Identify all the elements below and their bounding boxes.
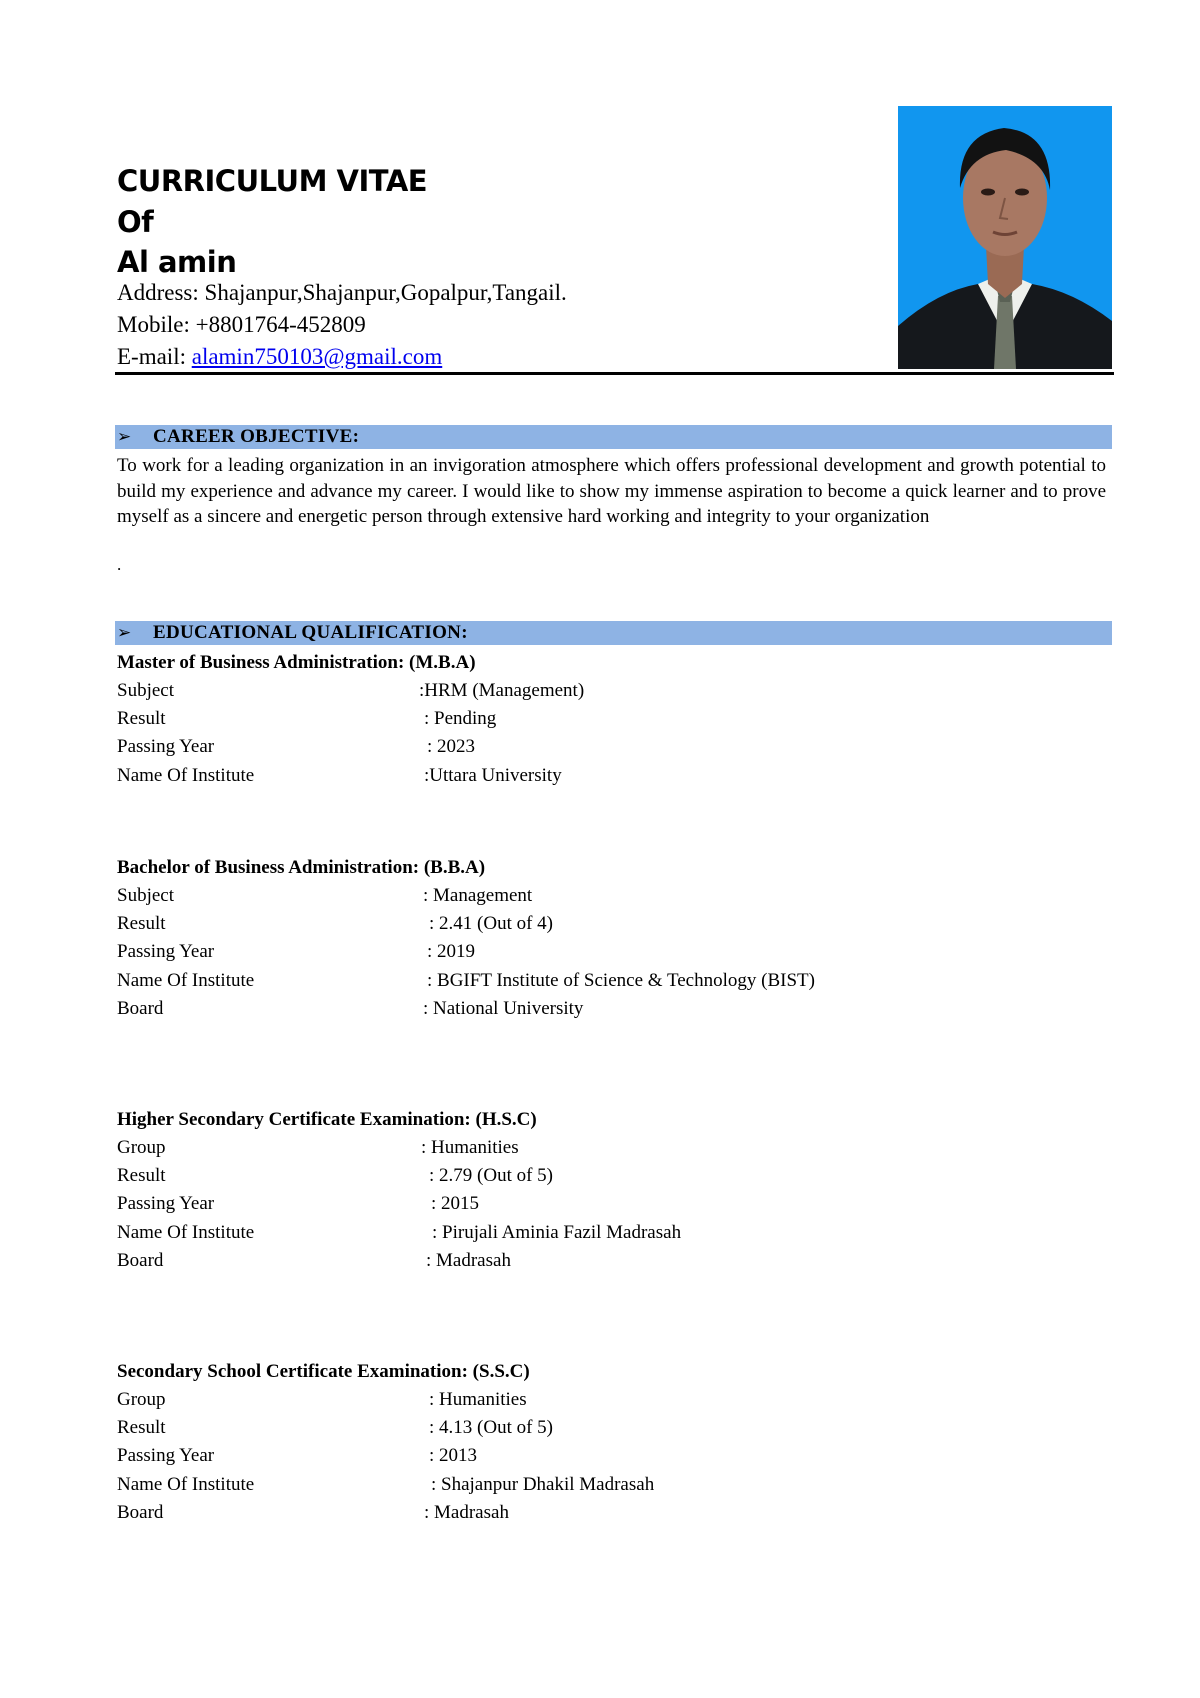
section-heading: EDUCATIONAL QUALIFICATION: [153,622,468,643]
detail-label: Result [117,1165,166,1187]
detail-value: : Humanities [429,1389,527,1410]
profile-photo [898,106,1112,369]
detail-label: Subject [117,885,174,906]
trailing-period: . [117,555,122,574]
detail-row [117,1134,1097,1162]
detail-label: Name Of Institute [117,969,255,991]
detail-row [117,910,1097,938]
detail-value: : Management [423,885,533,906]
detail-row [117,938,1097,966]
education-block-bba [117,855,1097,1023]
mobile-value: +8801764-452809 [195,312,366,337]
detail-value: : Shajanpur Dhakil Madrasah [431,1473,655,1495]
detail-label: Passing Year [117,1193,215,1215]
detail-row [117,677,1097,705]
detail-row [117,1162,1097,1190]
education-bar [115,621,1112,645]
email-line [117,342,442,372]
arrow-bullet-icon: ➢ [117,427,132,447]
mobile-label: Mobile: [117,312,196,337]
detail-value: : 2.41 (Out of 4) [429,913,554,935]
education-block-mba [117,650,1097,790]
detail-label: Passing Year [117,736,215,758]
detail-label: Board [117,997,164,1019]
degree-title: Bachelor of Business Administration: (B.B.A) [117,857,486,878]
detail-row [117,1471,1097,1499]
portrait-illustration [898,106,1112,369]
detail-row [117,1499,1097,1527]
detail-label: Name Of Institute [117,764,255,786]
detail-label: Group [117,1389,166,1410]
detail-label: Passing Year [117,1445,215,1467]
detail-value: :HRM (Management) [419,680,585,701]
detail-label: Name Of Institute [117,1221,255,1243]
detail-row [117,995,1097,1023]
address-label: Address: [117,280,205,305]
detail-row [117,762,1097,790]
detail-value: : Pirujali Aminia Fazil Madrasah [432,1221,682,1243]
detail-value: : 2.79 (Out of 5) [429,1165,554,1187]
candidate-name: Al amin [117,245,237,279]
detail-value: : National University [423,997,584,1019]
detail-row [117,733,1097,761]
detail-label: Subject [117,680,174,701]
detail-row [117,1442,1097,1470]
detail-label: Result [117,1417,166,1439]
detail-row [117,705,1097,733]
document-title: CURRICULUM VITAE [117,164,428,198]
detail-label: Result [117,913,166,935]
detail-row [117,1414,1097,1442]
degree-title: Secondary School Certificate Examination: (S.S.C) [117,1361,530,1382]
detail-label: Board [117,1501,164,1523]
degree-title: Master of Business Administration: (M.B.A) [117,652,476,673]
detail-value: : Madrasah [424,1501,509,1523]
detail-value: : Madrasah [426,1249,511,1271]
detail-value: : 2023 [427,736,476,758]
detail-label: Board [117,1249,164,1271]
detail-row [117,882,1097,910]
education-block-hsc [117,1107,1097,1275]
email-label: E-mail: [117,344,192,369]
mobile-line [117,310,366,340]
address-value: Shajanpur,Shajanpur,Gopalpur,Tangail. [204,280,567,305]
detail-value: : BGIFT Institute of Science & Technology (BIST) [427,969,815,991]
detail-row [117,1190,1097,1218]
detail-label: Passing Year [117,941,215,963]
detail-value: : 4.13 (Out of 5) [429,1417,554,1439]
detail-row [117,1219,1097,1247]
address-line [117,278,567,308]
detail-value: : 2019 [427,941,476,963]
detail-value: : Humanities [421,1137,519,1158]
header-divider [115,372,1114,375]
detail-value: :Uttara University [424,764,562,786]
detail-row [117,1247,1097,1275]
career-objective-bar [115,425,1112,449]
detail-value: : 2013 [429,1445,478,1467]
education-block-ssc [117,1359,1097,1527]
detail-label: Group [117,1137,166,1158]
title-of: Of [117,205,154,239]
detail-value: : 2015 [431,1193,480,1215]
career-objective-text: To work for a leading organization in an invigoration atmosphere which offers professional development and growth potential to build my experience and advance my career. I would like to show my immense aspiration to become a quick learner and to prove myself as a sincere and energetic person through extensive hard working and integrity to your organization [117,455,1106,527]
arrow-bullet-icon: ➢ [117,623,132,643]
section-heading: CAREER OBJECTIVE: [153,426,360,447]
detail-label: Name Of Institute [117,1473,255,1495]
email-link[interactable]: alamin750103@gmail.com [191,344,443,369]
detail-value: : Pending [424,708,497,730]
detail-label: Result [117,708,166,730]
detail-row [117,1386,1097,1414]
detail-row [117,967,1097,995]
degree-title: Higher Secondary Certificate Examination: (H.S.C) [117,1109,537,1130]
